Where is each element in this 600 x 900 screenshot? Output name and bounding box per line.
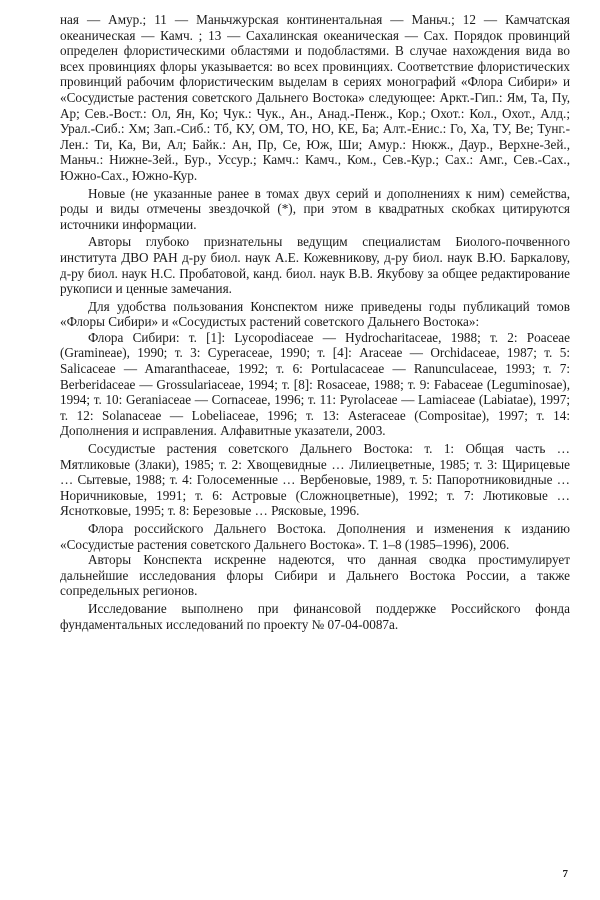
paragraph-flora-far-east: Флора российского Дальнего Востока. Дополнения и изменения к изданию «Сосудистые растения советского Дальнего Востока». Т. 1–8 (1985–1996), 2006. [60,521,570,552]
page-number: 7 [562,868,568,880]
paragraph-funding: Исследование выполнено при финансовой поддержке Российского фонда фундаментальных исследований по проекту № 07-04-0087а. [60,600,570,632]
paragraph-flora-sibiri: Флора Сибири: т. [1]: Lycopodiaceae — Hydrocharitaceae, 1988; т. 2: Poaceae (Gramineae), 1990; т. 3: Cyperaceae, 1990; т. [4]: Araceae — Orchidaceae, 1987; т. 5: Salicaceae — Amaranthaceae, 1992; т. 6: Portulacaceae — Ranunculaceae, 1993; т. 7: Berberidaceae — Grossulariaceae, 1994; т. [8]: Rosaceae, 1988; т. 9: Fabaceae (Leguminosae), 1994; т. 10: Geraniaceae — Cornaceae, 1996; т. 11: Pyrolaceae — Lamiaceae (Labiatae), 1997; т. 12: Solanaceae — Lobeliaceae, 1996; т. 13: Asteraceae (Compositae), 1997; т. 14: Дополнения и исправления. Алфавитные указатели, 2003. [60,329,570,439]
paragraph-provinces: ная — Амур.; 11 — Маньчжурская континентальная — Маньч.; 12 — Камчатская океаническая — Камч. ; 13 — Сахалинская океаническая — Сах. Порядок провинций определен флористическими областями и подобластями. В случае нахождения вида во всех провинциях флоры указывается: во всех провинциях. Соответствие флористических провинций рабочим флористическим выделам в сериях монографий «Флора Сибири» и «Сосудистые растения советского Дальнего Востока» следующее: Аркт.-Гип.: Ям, Та, Пу, Ар; Сев.-Вост.: Ол, Ян, Ко; Чук.: Чук., Ан., Анад.-Пенж., Кор.; Охот.: Кол., Охот., Алд.; Урал.-Сиб.: Хм; Зап.-Сиб.: Тб, КУ, ОМ, ТО, НО, КЕ, Ба; Алт.-Енис.: Го, Ха, ТУ, Ве; Тунг.-Лен.: Ти, Ка, Ви, Ал; Байк.: Ан, Пр, Се, Юж, Ши; Амур.: Нюкж., Даур., Верхне-Зей., Маньч.: Нижне-Зей., Бур., Уссур.; Камч.: Камч., Ком., Сев.-Кур.; Сах.: Амг., Сев.-Сах., Южно-Сах., Южно-Кур. [60,12,570,183]
paragraph-publication-years-intro: Для удобства пользования Конспектом ниже приведены годы публикаций томов «Флоры Сибири» и «Сосудистых растений советского Дальнего Востока»: [60,298,570,330]
paragraph-acknowledgements: Авторы глубоко признательны ведущим специалистам Биолого-почвенного института ДВО РАН д-ру биол. наук А.Е. Кожевникову, д-ру биол. наук В.Ю. Баркалову, д-ру биол. наук Н.С. Пробатовой, канд. биол. наук В.В. Якубову за общее редактирование рукописи и ценные замечания. [60,234,570,297]
paragraph-vascular-plants: Сосудистые растения советского Дальнего Востока: т. 1: Общая часть … Мятликовые (Злаки), 1985; т. 2: Хвощевидные … Лилиецветные, 1985; т. 3: Щирицевые … Сытевые, 1988; т. 4: Голосеменные … Вербеновые, 1989, т. 5: Папоротниковидные … Норичниковые, 1991; т. 6: Астровые (Сложноцветные), 1992; т. 7: Лютиковые … Ясноткoвые, 1995; т. 8: Березовые … Рясковые, 1996. [60,441,570,519]
paragraph-new-taxa: Новые (не указанные ранее в томах двух серий и дополнениях к ним) семейства, роды и виды отмечены звездочкой (*), при этом в квадратных скобках цитируются источники информации. [60,185,570,232]
paragraph-authors-hope: Авторы Конспекта искренне надеются, что данная сводка простимулирует дальнейшие исследования флоры Сибири и Дальнего Востока России, а также сопредельных регионов. [60,552,570,599]
